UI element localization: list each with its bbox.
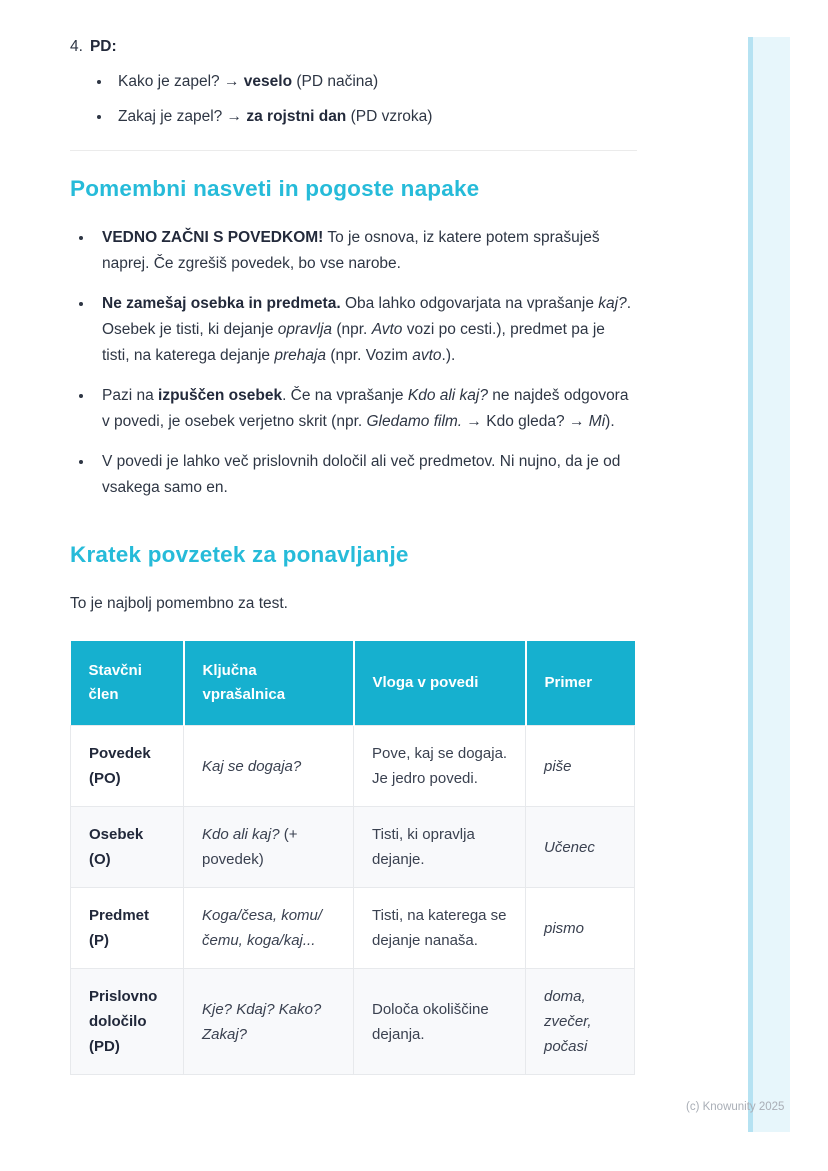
table-header-cell: Vloga v povedi (354, 641, 526, 726)
text-segment: Tisti, na katerega se dejanje nanaša. (372, 907, 507, 949)
summary-table (70, 641, 635, 1075)
table-row (71, 969, 635, 1075)
text-segment: Oba lahko odgovarjata na vprašanje (340, 295, 599, 312)
text-segment: (npr. (332, 321, 372, 338)
text-segment: ). (605, 413, 615, 430)
text-segment: (PD načina) (292, 73, 379, 90)
text-segment: Pazi na (102, 387, 159, 404)
text-segment: piše (544, 757, 572, 775)
table-header-cell: Stavčni člen (71, 641, 184, 726)
text-segment: Ne zamešaj osebka in predmeta. (102, 295, 341, 312)
table-row (71, 726, 635, 807)
table-header-cell: Ključna vprašalnica (184, 641, 354, 726)
text-segment: opravlja (277, 321, 333, 338)
table-cell (526, 807, 635, 888)
text-segment: Kdo ali kaj? (202, 826, 280, 843)
table-cell (354, 726, 526, 807)
list-item (112, 104, 636, 130)
section-divider (70, 150, 637, 151)
section-title-summary: Kratek povzetek za ponavljanje (70, 542, 409, 567)
text-segment: To je osnova, iz katere potem sprašuješ naprej. Če zgrešiš povedek, bo vse narobe. (102, 229, 600, 272)
summary-intro-text: To je najbolj pomembno za test. (70, 595, 288, 612)
list-item (112, 69, 636, 95)
text-segment: veselo (243, 73, 293, 90)
table-cell (184, 807, 354, 888)
table-cell (71, 969, 184, 1075)
text-segment: → Kdo gleda? → (462, 413, 589, 430)
table-header-row (71, 641, 635, 726)
text-segment: . Če na vprašanje (282, 387, 408, 404)
text-segment: kaj? (598, 295, 627, 312)
table-cell (71, 888, 184, 969)
document-content (70, 34, 636, 1075)
text-segment: Kje? Kdaj? Kako? Zakaj? (202, 1000, 322, 1043)
table-cell (184, 726, 354, 807)
list-item-number: 4. (70, 38, 83, 55)
text-segment: Zakaj je zapel? → (118, 108, 247, 125)
text-segment: Koga/česa, komu/čemu, koga/kaj... (202, 907, 323, 949)
text-segment: V povedi je lahko več prislovnih določil ali več predmetov. Ni nujno, da je od vsakega samo en. (102, 453, 621, 496)
table-cell (184, 888, 354, 969)
text-segment: vozi po cesti.), predmet pa je tisti, na katerega dejanje (102, 321, 605, 364)
table-row (71, 807, 635, 888)
text-segment: ne najdeš odgovora v povedi, je osebek verjetno skrit (npr. (102, 387, 629, 430)
text-segment: prehaja (274, 347, 327, 364)
list-item (94, 449, 636, 501)
section-title-tips: Pomembni nasveti in pogoste napake (70, 176, 480, 201)
text-segment: (PD vzroka) (346, 108, 433, 125)
list-item (94, 225, 636, 277)
copyright-watermark: (c) Knowunity 2025 (686, 1101, 785, 1113)
table-row (71, 888, 635, 969)
table-cell (354, 807, 526, 888)
table-cell (354, 888, 526, 969)
text-segment: Učenec (544, 838, 595, 856)
text-segment: pismo (544, 919, 585, 937)
text-segment: za rojstni dan (246, 108, 347, 125)
text-segment: Povedek (PO) (89, 745, 151, 787)
text-segment: . Osebek je tisti, ki dejanje (102, 295, 632, 338)
text-segment: .). (441, 347, 456, 364)
text-segment: Tisti, ki opravlja dejanje. (372, 826, 475, 868)
text-segment: Pove, kaj se dogaja. Je jedro povedi. (372, 745, 508, 787)
table-cell (526, 888, 635, 969)
text-segment: Gledamo film. (366, 413, 463, 430)
text-segment: avto (412, 347, 442, 364)
text-segment: Kako je zapel? → (118, 73, 244, 90)
summary-table-head (71, 641, 635, 726)
text-segment: Prislovno določilo (PD) (89, 988, 158, 1055)
table-cell (71, 726, 184, 807)
table-header-cell: Primer (526, 641, 635, 726)
text-segment: Kaj se dogaja? (202, 757, 302, 775)
intro-bullet-list (70, 69, 636, 130)
text-segment: Mi (588, 413, 606, 430)
text-segment: Predmet (P) (89, 907, 150, 949)
table-cell (526, 726, 635, 807)
text-segment: izpuščen osebek (158, 387, 283, 404)
tips-bullet-list (70, 225, 636, 501)
text-segment: Določa okoliščine dejanja. (372, 1000, 489, 1043)
table-cell (184, 969, 354, 1075)
text-segment: Osebek (O) (89, 826, 144, 868)
list-item (94, 383, 636, 435)
table-cell (71, 807, 184, 888)
text-segment: (+ povedek) (202, 826, 298, 868)
text-segment: (npr. Vozim (326, 347, 413, 364)
text-segment: doma, zvečer, počasi (544, 988, 592, 1055)
table-cell (354, 969, 526, 1075)
text-segment: VEDNO ZAČNI S POVEDKOM! (102, 229, 324, 246)
numbered-list-item (70, 34, 636, 60)
table-cell (526, 969, 635, 1075)
text-segment: Kdo ali kaj? (407, 387, 488, 404)
summary-table-body (71, 726, 635, 1075)
text-segment: Avto (371, 321, 403, 338)
page-edge-ribbon (748, 37, 790, 1132)
list-item-label: PD: (89, 38, 117, 55)
list-item (94, 291, 636, 369)
